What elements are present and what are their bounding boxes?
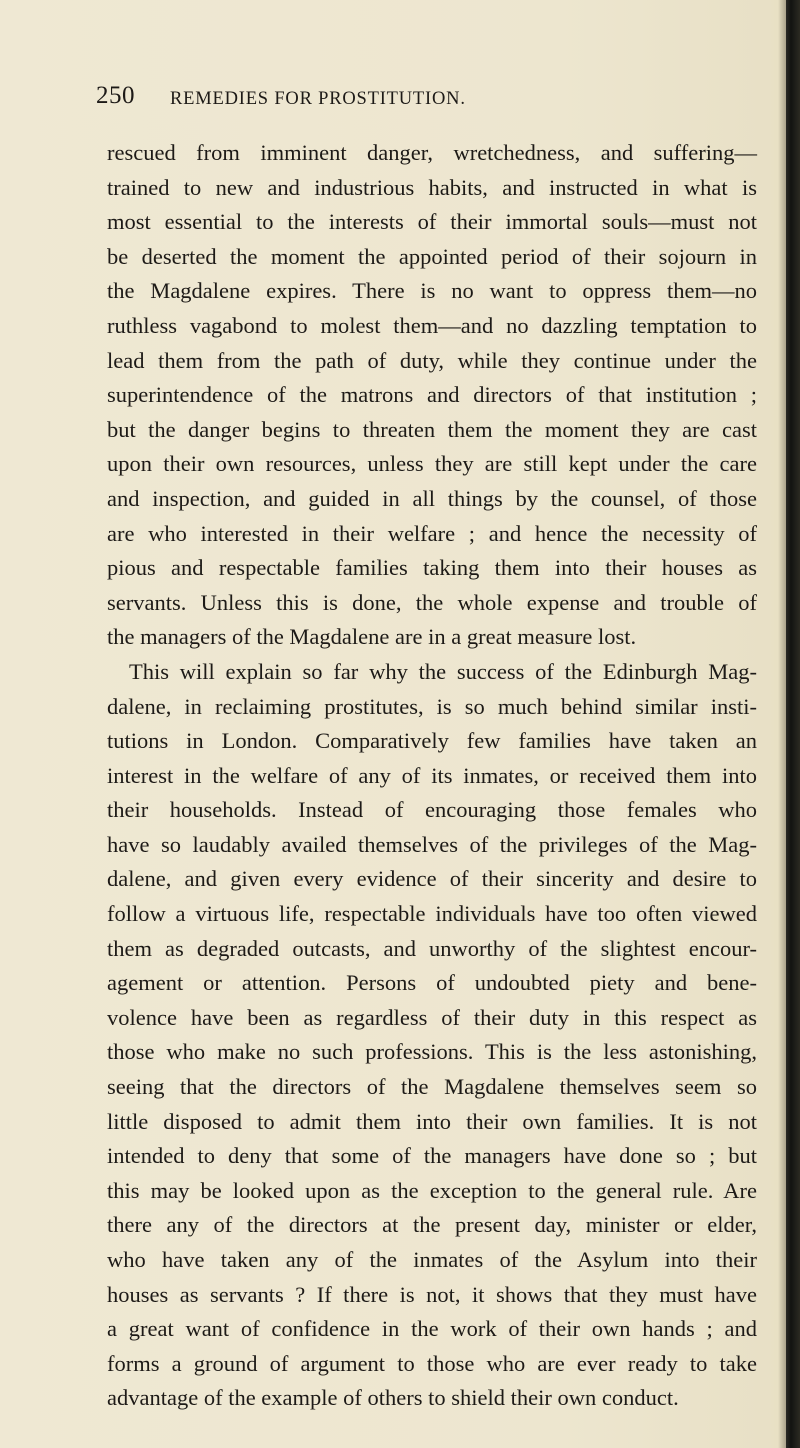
text-line: are who interested in their welfare ; and hence the necessity of (107, 520, 757, 546)
running-head: REMEDIES FOR PROSTITUTION. (170, 89, 466, 109)
text-line: the managers of the Magdalene are in a great measure lost. (107, 624, 637, 650)
text-line: volence have been as regardless of their duty in this respect as (107, 1004, 757, 1030)
text-line: them as degraded outcasts, and unworthy of the slightest encour- (107, 935, 757, 961)
text-line: their households. Instead of encouraging those females who (107, 797, 757, 823)
text-line: follow a virtuous life, respectable individuals have too often viewed (107, 901, 757, 927)
text-line: pious and respectable families taking them into their houses as (107, 555, 757, 581)
text-line: lead them from the path of duty, while they continue under the (107, 347, 757, 373)
text-line: upon their own resources, unless they are still kept under the care (107, 451, 757, 477)
text-line: This will explain so far why the success of the Edinburgh Mag- (129, 658, 757, 684)
text-line: but the danger begins to threaten them the moment they are cast (107, 416, 757, 442)
text-line: the Magdalene expires. There is no want to oppress them—no (107, 278, 757, 304)
text-line: superintendence of the matrons and directors of that institution ; (107, 382, 757, 408)
text-line: those who make no such professions. This is the less astonishing, (107, 1039, 757, 1065)
text-line: this may be looked upon as the exception to the general rule. Are (107, 1177, 757, 1203)
text-line: rescued from imminent danger, wretchedness, and suffering— (107, 140, 757, 165)
text-line: be deserted the moment the appointed period of their sojourn in (107, 243, 757, 269)
text-line: intended to deny that some of the managers have done so ; but (107, 1143, 757, 1169)
text-line: ruthless vagabond to molest them—and no dazzling temptation to (107, 312, 757, 338)
text-line: seeing that the directors of the Magdalene themselves seem so (107, 1074, 757, 1100)
body-text (107, 136, 757, 1416)
text-line: dalene, and given every evidence of their sincerity and desire to (107, 866, 757, 892)
text-line: trained to new and industrious habits, and instructed in what is (107, 174, 757, 200)
text-line: tutions in London. Comparatively few families have taken an (107, 728, 757, 754)
text-line: there any of the directors at the present day, minister or elder, (107, 1212, 757, 1238)
text-line: dalene, in reclaiming prostitutes, is so much behind similar insti- (107, 693, 757, 719)
page-number: 250 (96, 82, 135, 109)
page-edge (786, 0, 800, 1448)
text-line: most essential to the interests of their immortal souls—must not (107, 209, 757, 235)
text-line: who have taken any of the inmates of the Asylum into their (107, 1247, 757, 1272)
text-line: little disposed to admit them into their own families. It is not (107, 1108, 757, 1134)
text-line: forms a ground of argument to those who are ever ready to take (107, 1350, 757, 1376)
text-line: have so laudably availed themselves of the privileges of the Mag- (107, 831, 757, 857)
text-line: agement or attention. Persons of undoubted piety and bene- (107, 970, 757, 996)
page-gutter-shadow (778, 0, 786, 1448)
text-line: servants. Unless this is done, the whole expense and trouble of (107, 589, 757, 615)
text-line: interest in the welfare of any of its inmates, or received them into (107, 762, 757, 788)
text-line: advantage of the example of others to shield their own conduct. (107, 1385, 679, 1411)
text-line: houses as servants ? If there is not, it shows that they must have (107, 1281, 757, 1307)
text-line: a great want of confidence in the work of their own hands ; and (107, 1316, 757, 1342)
text-line: and inspection, and guided in all things by the counsel, of those (107, 485, 757, 511)
